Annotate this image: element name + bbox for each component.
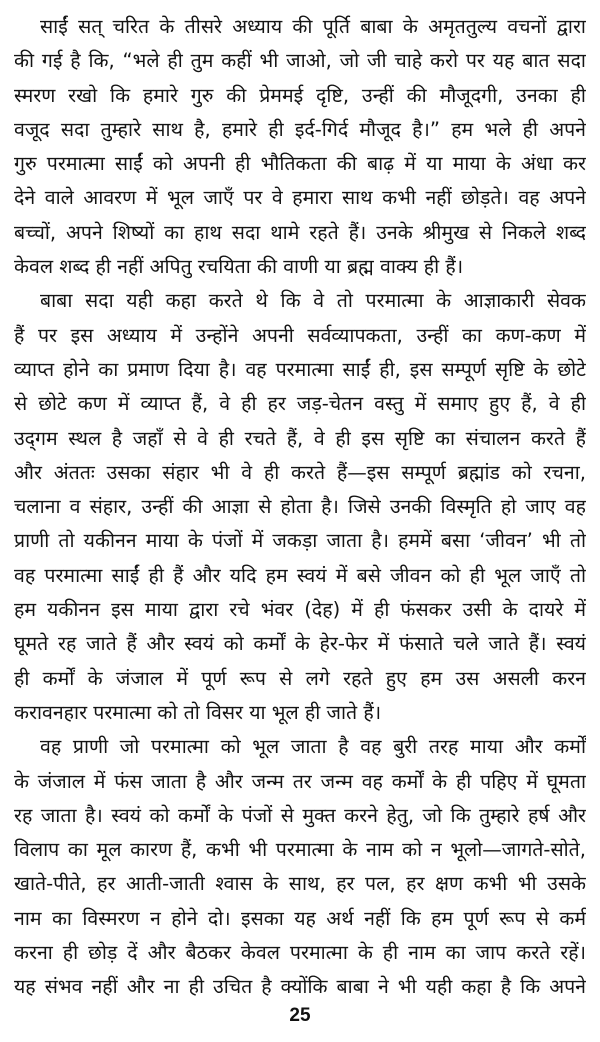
text-line: से छोटे कण में व्याप्त हैं, वे ही हर जड़-चेतन वस्तु में समाए हुए हैं, वे ही [14,392,586,416]
text-line: खाते-पीते, हर आती-जाती श्वास के साथ, हर पल, हर क्षण कभी भी उसके [14,872,586,896]
text-line: साईं सत् चरित के तीसरे अध्याय की पूर्ति बाबा के अमृततुल्य वचनों द्वारा [40,15,586,38]
text-line: प्राणी तो यकीनन माया के पंजों में जकड़ा जाता है। हममें बसा ‘जीवन’ भी तो [14,529,586,553]
text-line: बाबा सदा यही कहा करते थे कि वे तो परमात्मा के आज्ञाकारी सेवक [40,289,586,313]
paragraph-3 [14,730,586,1004]
text-line: स्मरण रखो कि हमारे गुरु की प्रेममई दृष्टि, उन्हीं की मौजूदगी, उनका ही [14,83,586,107]
text-line: हम यकीनन इस माया द्वारा रचे भंवर (देह) में ही फंसकर उसी के दायरे में [14,598,586,622]
text-line: के जंजाल में फंस जाता है और जन्म तर जन्म वह कर्मों के ही पहिए में घूमता [14,769,586,793]
text-line: वह प्राणी जो परमात्मा को भूल जाता है वह बुरी तरह माया और कर्मों [40,735,586,759]
text-line: व्याप्त होने का प्रमाण दिया है। वह परमात्मा साईं ही, इस सम्पूर्ण सृष्टि के छोटे [14,357,586,381]
text-line: रह जाता है। स्वयं को कर्मों के पंजों से मुक्त करने हेतु, जो कि तुम्हारे हर्ष और [14,803,586,827]
text-line: बच्चों, अपने शिष्यों का हाथ सदा थामे रहते हैं। उनके श्रीमुख से निकले शब्द [14,220,586,244]
text-line: की गई है कि, “भले ही तुम कहीं भी जाओ, जो जी चाहे करो पर यह बात सदा [14,49,586,73]
text-line: गुरु परमात्मा साईं को अपनी ही भौतिकता की बाढ़ में या माया के अंधा कर [14,152,586,176]
text-line: घूमते रह जाते हैं और स्वयं को कर्मों के हेर-फेर में फंसाते चले जाते हैं। स्वयं [14,632,586,656]
text-line: ही कर्मों के जंजाल में पूर्ण रूप से लगे रहते हुए हम उस असली करन [14,666,586,690]
paragraph-1 [14,10,586,284]
text-line: वजूद सदा तुम्हारे साथ है, हमारे ही इर्द-गिर्द मौजूद है।” हम भले ही अपने [14,117,586,141]
page-number: 25 [289,1005,311,1026]
text-line: चलाना व संहार, उन्हीं की आज्ञा से होता है। जिसे उनकी विस्मृति हो जाए वह [14,495,586,519]
text-line: उद्‌गम स्थल है जहाँ से वे ही रचते हैं, वे ही इस सृष्टि का संचालन करते हैं [14,426,586,450]
text-line: नाम का विस्मरण न होने दो। इसका यह अर्थ नहीं कि हम पूर्ण रूप से कर्म [14,906,586,930]
paragraph-2 [14,284,586,730]
text-line: और अंततः उसका संहार भी वे ही करते हैं—इस सम्पूर्ण ब्रह्मांड को रचना, [14,460,586,484]
text-line: वह परमात्मा साईं ही हैं और यदि हम स्वयं में बसे जीवन को ही भूल जाएँ तो [14,563,586,587]
text-line: हैं पर इस अध्याय में उन्होंने अपनी सर्वव्यापकता, उन्हीं का कण-कण में [14,323,586,347]
text-line: केवल शब्द ही नहीं अपितु रचयिता की वाणी या ब्रह्म वाक्य ही हैं। [14,255,464,279]
text-line: यह संभव नहीं और ना ही उचित है क्योंकि बाबा ने भी यही कहा है कि अपने [14,975,586,999]
page-body [14,10,586,1005]
text-line: देने वाले आवरण में भूल जाएँ पर वे हमारा साथ कभी नहीं छोड़ते। वह अपने [14,186,586,210]
text-line: विलाप का मूल कारण हैं, कभी भी परमात्मा के नाम को न भूलो—जागते-सोते, [14,838,586,862]
text-line: करना ही छोड़ दें और बैठकर केवल परमात्मा के ही नाम का जाप करते रहें। [14,941,586,965]
text-line: करावनहार परमात्मा को तो विसर या भूल ही जाते हैं। [14,700,382,724]
